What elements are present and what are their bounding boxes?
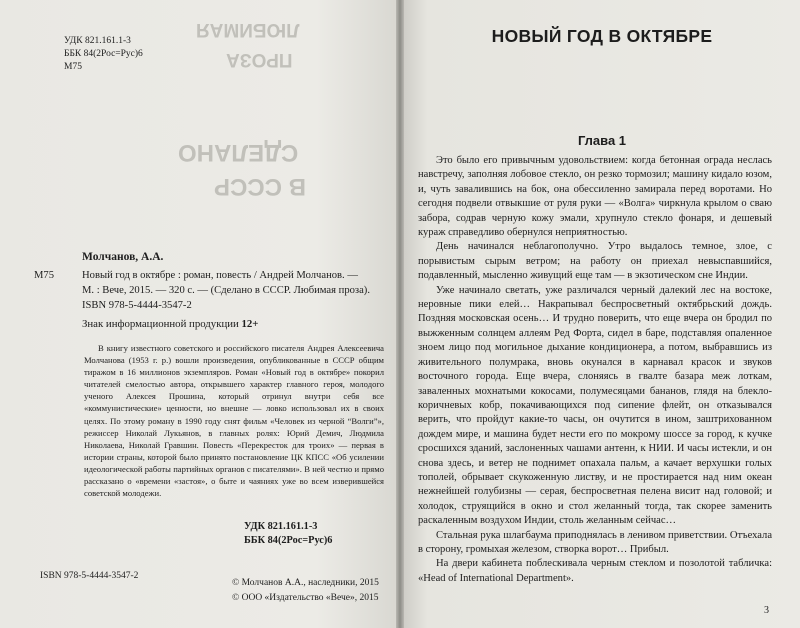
- ghost-text-4: В СССР: [214, 173, 307, 200]
- isbn-bottom: ISBN 978-5-4444-3547-2: [40, 571, 139, 581]
- paragraph: На двери кабинета поблескивала черным стеклом и позолотой табличка: «Head of International Department».: [418, 558, 772, 584]
- chapter-heading: Глава 1: [577, 133, 627, 148]
- paragraph: Стальная рука шлагбаума приподнялась в ленивом приветствии. Отъехала в сторону, громыхая железом, створка ворот… Прибыл.: [418, 529, 772, 555]
- annotation-paragraph: В книгу известного советского и российского писателя Андрея Алексеевича Молчанова (1953 г. р.) вошли произведения, опубликованные в СССР общим тиражом в 16 миллионов экземпляров. Роман «Новый год в октябре» покорил читателей смелостью автора, открывшего характер главного героя, молодого ученого Алексея Прошина, который отринул внутри себя все «коммунистические» ценности, но внешне — ловко использовал их в своих целях. По этому роману в 1990 году снят фильм «Человек из черной “Волги”», режиссер Николай Лукьянов, в главных ролях: Юрий Демич, Людмила Николаева, Николай Гравшин. Повесть «Перекресток для троих» — первая в истории страны, которой было принято постановление ЦК КПСС «Об усилении идеологической работы партийных органов с писателями». В ней честно и прямо рассказано о «времени «застоя», о быте и чаяниях уже во всем изверившейся советской молодежи.: [84, 343, 384, 499]
- ghost-text-2: ПРОЗА: [226, 49, 293, 70]
- paragraph: День начинался неблагополучно. Утро выдалось темное, злое, с порывистым сырым ветром; на работу он приехал невыспавшийся, подавленный, мысленно живущий еще там — в экзотическом сне Индии.: [418, 241, 772, 282]
- code-margin: М75: [34, 270, 55, 281]
- copyright-author: © Молчанов А.А., наследники, 2015: [232, 578, 379, 588]
- paragraph: Это было его привычным удовольствием: когда бетонная ограда неслась навстречу, заполняя лобовое стекло, он резко тормозил; машину кидало юзом, и, чуть завалившись на бок, она обессиленно замирала перед воротами. Но сегодня подвели отвыкшие от руля руки — «Волга» чиркнула крылом о сваю забора, содрав черную кожу эмали, хрупнуло стекло фонаря, и дешевый кураж справедливо обернулся неприятностью.: [418, 155, 772, 239]
- age-rating: 12+: [241, 318, 259, 330]
- isbn-line: ISBN 978-5-4444-3547-2: [82, 300, 192, 311]
- book-gutter: [396, 0, 404, 628]
- copyright-publisher: © ООО «Издательство «Вече», 2015: [232, 593, 379, 603]
- biblio-line: Новый год в октябре : роман, повесть / Андрей Молчанов. —: [82, 270, 358, 281]
- page-number: 3: [764, 605, 769, 616]
- book-title: НОВЫЙ ГОД В ОКТЯБРЕ: [491, 26, 713, 46]
- code-top: М75: [64, 62, 82, 72]
- right-page: [404, 0, 800, 628]
- chapter-text: [418, 154, 772, 586]
- biblio-line: М. : Вече, 2015. — 320 с. — (Сделано в СССР. Любимая проза).: [82, 285, 370, 296]
- age-rating-line: [82, 318, 258, 330]
- paragraph: Уже начинало светать, уже различался черный далекий лес на востоке, неровные пики елей… Накрапывал беспросветный октябрьский дождь. Поздняя московская осень… И трудно поверить, что еще вчера он бродил по выжженным солнцем аллеям Ред Форта, сидел в баре, подставляя опаленное зноем лицо под могильное дыхание кондиционера, а потом, выбравшись из живительного полумрака, вновь окунался в карнавал красок и звуков восточного города. Еще вчера, слоняясь в гвалте базара меж лоткам, заваленных мохнатыми кокосами, полумесяцами бананов, глядя на блекло-коричневых кобр, покачивающихся под сипение флейт, он отказывался верить, что пройдут какие-то часы, он очутится в ином, заштрихованном дождем мире, и машина будет нести его по мокрому шоссе за город, к кучке сросшихся зданий, заслоненных чашами антенн, к НИИ. И часы истекли, и он снова здесь, и ветер не поднимет опахала пальм, а качает верхушки голых тополей, обрывает скукоженную листву, и не простирается над ним океан нежнейшей голубизны — серая, беспросветная пелена висит над головой; и холодок, струящийся в окно и стол желанный тогда, так скорее заменить раскаленным воздухом Индии, столь желанным сейчас…: [418, 284, 772, 527]
- annotation: [84, 342, 384, 499]
- author-heading: Молчанов, А.А.: [82, 251, 164, 263]
- udk-bottom: УДК 821.161.1-3: [244, 521, 318, 532]
- bibliographic-record: [82, 268, 392, 313]
- ghost-text-3: СДЕЛАНО: [178, 139, 299, 166]
- bbk-top: ББК 84(2Рос=Рус)6: [64, 49, 143, 59]
- ghost-text-1: ЛЮБИМАЯ: [196, 19, 300, 40]
- age-label: Знак информационной продукции: [82, 318, 239, 330]
- left-page: [0, 0, 396, 628]
- udk-top: УДК 821.161.1-3: [64, 36, 131, 46]
- bbk-bottom: ББК 84(2Рос=Рус)6: [244, 535, 333, 546]
